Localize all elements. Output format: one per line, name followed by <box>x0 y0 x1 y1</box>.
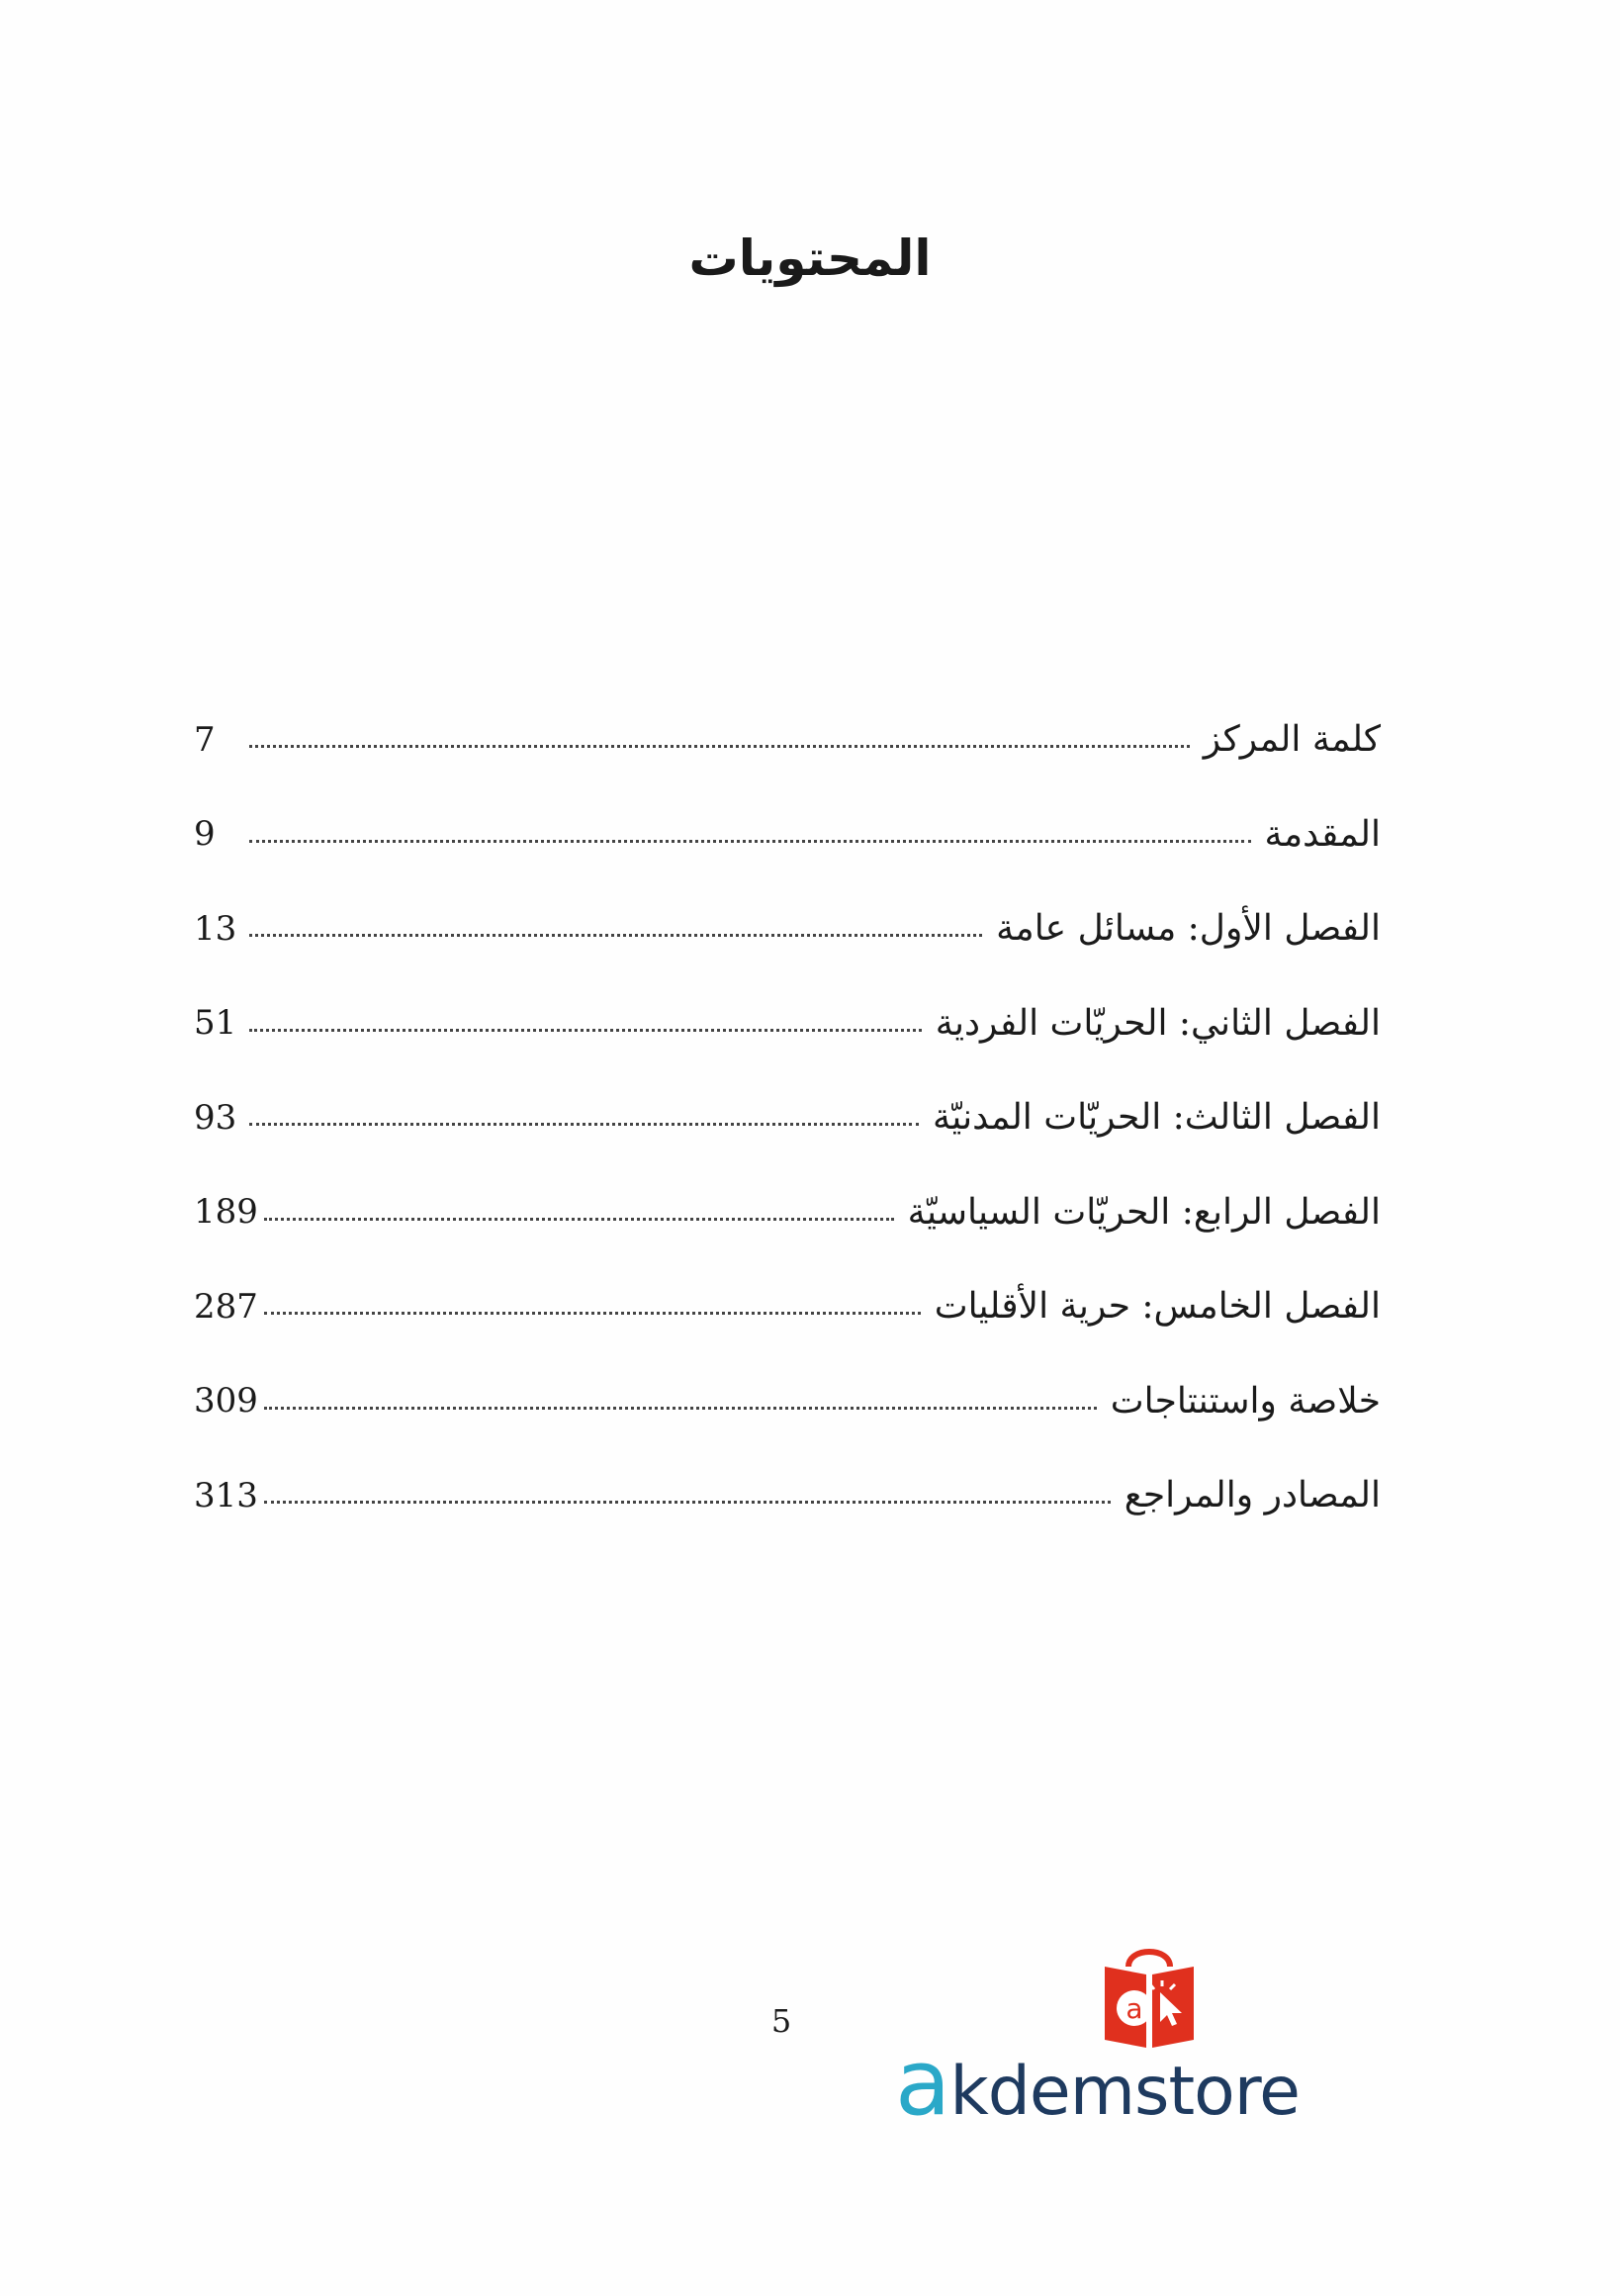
toc-entry-label: المصادر والمراجع <box>1124 1475 1381 1516</box>
toc-entry-label: الفصل الخامس: حرية الأقليات <box>934 1286 1381 1328</box>
page-title: المحتويات <box>688 230 932 287</box>
toc-entry-page: 287 <box>194 1286 258 1327</box>
toc-entry-label: الفصل الأول: مسائل عامة <box>996 908 1381 950</box>
logo-rest-text: kdemstore <box>949 2053 1301 2131</box>
toc-entry-label: كلمة المركز <box>1203 719 1381 761</box>
toc-entry <box>194 1354 1381 1449</box>
toc-leader-dots <box>264 1312 921 1315</box>
toc-entry <box>194 1165 1381 1260</box>
logo-wordmark <box>895 2030 1409 2136</box>
toc-entry <box>194 787 1381 882</box>
toc-leader-dots <box>249 934 982 937</box>
toc-entry-page: 189 <box>194 1192 258 1233</box>
toc-entry <box>194 692 1381 787</box>
toc-entry-page: 7 <box>194 719 216 760</box>
toc-leader-dots <box>264 1501 1111 1504</box>
store-logo <box>895 1937 1409 2136</box>
toc-entry-page: 93 <box>194 1097 237 1138</box>
toc-entry-label: المقدمة <box>1264 813 1381 855</box>
toc-leader-dots <box>264 1218 894 1221</box>
shopping-bag-book-icon <box>1091 1937 1208 2054</box>
toc-entry-page: 9 <box>194 814 216 855</box>
toc-entry-page: 309 <box>194 1381 258 1422</box>
toc-leader-dots <box>264 1407 1097 1410</box>
toc-leader-dots <box>249 745 1190 748</box>
toc-entry-label: الفصل الرابع: الحريّات السياسيّة <box>907 1191 1381 1233</box>
toc-entry-page: 13 <box>194 908 237 949</box>
toc-entry <box>194 976 1381 1071</box>
logo-first-letter: a <box>895 2030 950 2136</box>
page-number: 5 <box>770 2002 792 2040</box>
toc-entry <box>194 1259 1381 1354</box>
toc-entry-label: خلاصة واستنتاجات <box>1110 1380 1381 1422</box>
logo-bag-letter: a <box>1125 1992 1143 2025</box>
toc-entry <box>194 1070 1381 1165</box>
toc-entry <box>194 881 1381 976</box>
table-of-contents <box>194 692 1381 1543</box>
toc-entry-label: الفصل الثاني: الحريّات الفردية <box>935 1002 1381 1044</box>
toc-entry <box>194 1448 1381 1543</box>
toc-leader-dots <box>249 1123 919 1126</box>
toc-leader-dots <box>249 1029 922 1032</box>
toc-entry-page: 51 <box>194 1003 237 1044</box>
toc-entry-label: الفصل الثالث: الحريّات المدنيّة <box>932 1097 1381 1139</box>
toc-entry-page: 313 <box>194 1475 258 1515</box>
toc-leader-dots <box>249 840 1251 843</box>
